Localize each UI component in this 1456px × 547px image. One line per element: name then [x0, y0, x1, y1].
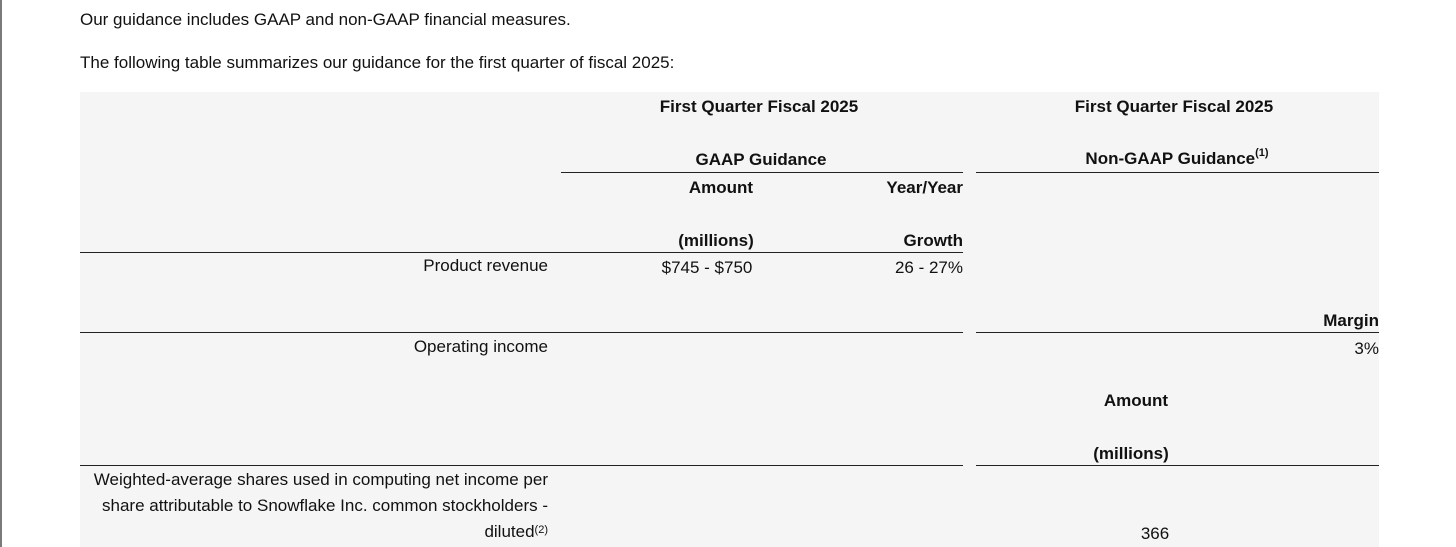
col-header-nongaap-amount: Amount [1103, 391, 1169, 410]
footnote-1-marker: (1) [1255, 147, 1269, 159]
footnote-2-marker: (2) [534, 524, 548, 536]
row-label-line-1: Weighted-average shares used in computing net income per [93, 470, 548, 489]
intro-paragraph-2: The following table summarizes our guidance for the first quarter of fiscal 2025: [80, 53, 675, 72]
col-header-margin: Margin [1323, 311, 1379, 330]
nongaap-period-header: First Quarter Fiscal 2025 [1074, 97, 1274, 116]
col-header-amount: Amount [688, 178, 754, 197]
nongaap-guidance-header: Non-GAAP Guidance$^{(1)}$ [1085, 147, 1269, 168]
operating-income-nongaap-margin: 3% [1354, 339, 1379, 358]
row-label-line-3: diluted$^{(2)}$ [484, 522, 548, 541]
gaap-guidance-header: GAAP Guidance [695, 150, 827, 169]
product-revenue-gaap-growth: 26 - 27% [894, 258, 963, 277]
col-header-amount-unit: (millions) [678, 231, 754, 250]
row-label-weighted-average-shares [94, 467, 548, 545]
weighted-shares-nongaap-amount: 366 [1140, 524, 1170, 543]
product-revenue-rule [80, 332, 963, 333]
page-edge [0, 0, 2, 547]
col-header-nongaap-amount-unit: (millions) [1093, 444, 1169, 463]
nongaap-header-rule [976, 172, 1379, 173]
col-header-growth: Growth [903, 231, 963, 250]
gaap-header-rule [561, 172, 963, 173]
gaap-period-header: First Quarter Fiscal 2025 [659, 97, 859, 116]
row-label-operating-income: Operating income [413, 337, 548, 356]
row-label-product-revenue: Product revenue [423, 256, 548, 275]
intro-paragraph-1: Our guidance includes GAAP and non-GAAP financial measures. [80, 10, 571, 29]
nongaap-amount-header-rule [976, 465, 1379, 466]
operating-income-rule [80, 465, 963, 466]
col-header-yoy: Year/Year [886, 178, 963, 197]
row-label-line-2: share attributable to Snowflake Inc. common stockholders - [102, 496, 548, 515]
margin-header-rule [976, 332, 1379, 333]
product-revenue-gaap-amount: $745 - $750 [661, 258, 753, 277]
